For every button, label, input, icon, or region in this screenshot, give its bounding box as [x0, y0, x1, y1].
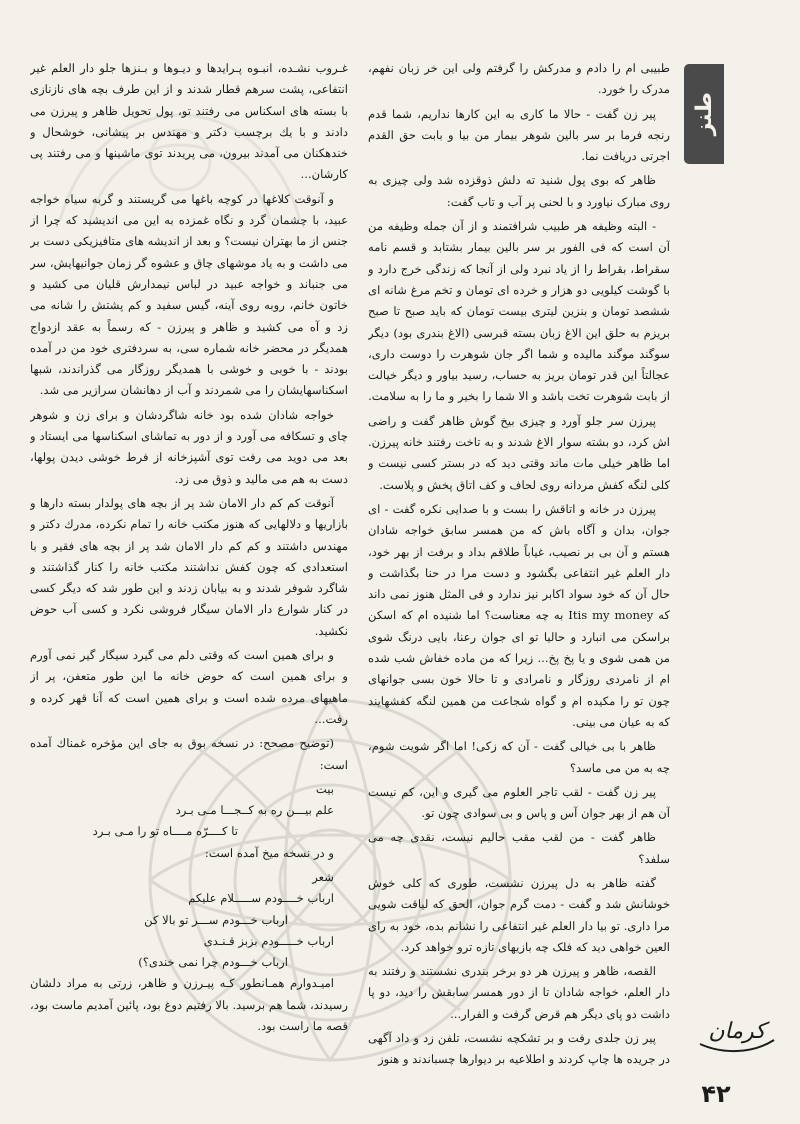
paragraph: طبیبی ام را دادم و مدرکش را گرفتم ولی این خر زبان نفهم، مدرک را خورد.: [368, 61, 670, 97]
paragraph: و آنوقت کلاغها در کوچه باغها می گریستند و گربه سیاه خواجه عبید، با چشمان گرد و نگاه غمزده به این می اندیشید که چرا از جنس از ما بهتران نیست؟ و بعد از اندیشه های متافیزیکی دست بر می داشت و به یاد موشهای چاق و عشوه گر زمان جوانیهایش، سر می جنباند و خواجه عبید در لباس نیمدارش قلیان می کشید و خاتون خانم، روبه روی آینه، گیس سفید و کم پشتش را شانه می زد و آه می کشید و ظاهر و پیرزن - که رسماً به عقد ازدواج همدیگر در محضر خانه شماره سی، به سردفتری خود من در آمده بودند - با خوبی و خوشی با همدیگر روزگار می گذراندند، شبها اسکناسهایشان را می شمردند و آب از دهانشان سرازیر می شد.: [30, 191, 348, 398]
paragraph: خواجه شادان شده بود خانه شاگردشان و برای زن و شوهر چای و تسکافه می آورد و از دور به تماشای اسکناسها می ایستاد و بعد می دوید می رفت توی آشپزخانه از فرط خوشی دیدن پولها، دست به هم می مالید و ذوق می زد.: [30, 407, 348, 486]
right-text-column: [368, 58, 670, 1078]
paragraph: ظاهر با بی خیالی گفت - آن که زکی! اما اگر شویت شوم، چه به من می ماسد؟: [368, 739, 670, 775]
paragraph: ظاهر گفت - من لقب مقب حالیم نیست، نقدی چه می سلفد؟: [368, 830, 670, 866]
paragraph: پیر زن گفت - لقب تاجر العلوم می گیری و این، کم نیست آن هم از بهر جوان آس و پاس و بی سوادی چون تو.: [368, 784, 670, 821]
paragraph: پیر زن جلدی رفت و بر تشکچه نشست، تلفن زد و داد آگهی در جریده ها چاپ کردند و اطلاعیه بر دیوارها چسباندند و هنوز: [368, 1031, 670, 1067]
poem-line: علم بیـــن ره به کــجـــا مـی بـرد: [175, 803, 334, 818]
poem-block-1: [30, 779, 348, 843]
logo-text: کرمان: [708, 1019, 766, 1044]
page-number: ۴۲: [701, 1080, 731, 1108]
paragraph: امیـدوارم همـانطور کـه پیـرزن و ظاهر، زرتی به مراد دلشان رسیدند، شما هم برسید. بالا رفتیم دوغ بود، پائین آمدیم ماست بود، قصه ما راست بود.: [30, 976, 348, 1034]
paragraph: غـروب نشـده، انبـوه پـرایدها و دیـوها و بـنزها جلو دار العلم غیر انتفاعی، پشت سرهم قطار شدند و از این طرف بچه های نازنازی با بسته های اسکناس می رفتند تو، پول تحویل ظاهر و پیرزن می دادند و با یك برچسب دکتر و مهندس بر پیشانی، خوشحال و خندهکنان می آمدند بیرون، می پریدند توی ماشینها و می رفتند پی کارشان...: [30, 61, 348, 182]
paragraph: القصه، ظاهر و پیرزن هر دو برخر بندری نشستند و رفتند به دار العلم، خواجه شادان تا از دور همسر سابقش را دید، دو پا داشت دو پای دیگر هم قرض گرفت و الفرار...: [368, 964, 670, 1021]
poem-line: ارباب خــــودم ســـــلام علیکم: [188, 891, 334, 906]
paragraph: گفته ظاهر به دل پیرزن نشست، طوری که کلی خوش خوشانش شد و گفت - دمت گرم جوان، الحق که لیاقت شویی مرا داری. تو بیا دار العلم غیر انتفاعی را نشانم بده، خود به رای العین خواهی دید که فلک چه بازیهای تازه ترو خواهد کرد.: [368, 875, 670, 954]
paragraph: (توضیح مصحح: در نسخه بوق به جای این مؤخره غمناك آمده است:: [30, 736, 348, 772]
poem-label: بیت: [315, 781, 334, 796]
paragraph: - البته وظیفه هر طبیب شرافتمند و از آن جمله وظیفه من آن است که فی الفور بر سر بالین بیمار بشتابد و قسم نامه سقراط، بقراط را از یاد نبرد ولی از آنجا که زندگی خرج دارد و با گوشت کیلویی دو هزار و خرده ای تومان و تخم مرغ شانه ای ششصد تومان و بنزین لیتری بیست تومان که باید صبح تا صبح بریزم به حلق این الاغ زبان بسته قبرسی (الاغ بندری بود) دیگر سوگند موگند مالیده و شما اگر جان شوهرت را دوست داری، عجالتاً این قدر تومان بریز به حساب، رسید بیاور و دیگر خیالت از بابت شوهرت تخت باشد و الا شما را بخیر و ما را به سلامت.: [368, 219, 670, 404]
paragraph: پیرزن در خانه و اتاقش را بست و با صدایی نکره گفت - ای جوان، بدان و آگاه باش که من همسر سابق خواجه شادان هستم و آن بی بر نصیب، غیاباً طلاقم بداد و برفت از بهر خود، دار العلم غیر انتفاعی بگشود و دست مرا در حنا بگذاشت و حال آن که خود سواد اکابر نیز ندارد و فی المثل هنوز نمی داند که Itis my money به چه معناست؟ اما شنیده ام که اسکن براسکن می انبارد و حالیا تو ای جوان رعنا، بایی درنگ شوی من همی شوی و یا پخ پخ... زیرا که من ماده خفاش شب شده ام از نامردی روزگار و نامرادی و تا حالا خون بسی جوانهای چون تو را مکیده ام و گواه شجاعت من همین لنگه کفشهایند که به عیان می بینی.: [368, 501, 670, 729]
poem-line: تا کــــرّه مــــاه تو را مـی بـرد: [92, 824, 238, 839]
section-tab-label: طنز: [691, 92, 717, 136]
poem-line: ارباب خـــودم چرا نمی خندی؟): [138, 955, 288, 970]
paragraph: و برای همین است که وقتی دلم می گیرد سیگار گیر نمی آورم و برای همین است که حوض خانه ما این طور متعفن، پر از ماهیهای مرده شده است و برای همین است که آنا قهر کرده و رفت...: [30, 648, 348, 726]
paragraph: پیر زن گفت - حالا ما کاری به این کارها نداریم، شما قدم رنجه فرما بر سر بالین شوهر بیمار من بیا و بابت حق القدم اجرتی دریافت نما.: [368, 106, 670, 164]
poem-block-2: [30, 867, 348, 973]
paragraph: پیرزن سر جلو آورد و چیزی بیخ گوش ظاهر گفت و راضی اش کرد، دو بشته سوار الاغ شدند و به تاخت رفتند خانه پیرزن. اما ظاهر خیلی مات ماند وقتی دید که در بستر کسی نیست و کلی لنگه کفش مردانه روی لحاف و کف اتاق پخش و پلاست.: [368, 413, 670, 492]
poem-label: شعر: [312, 869, 334, 884]
paragraph: ظاهر که بوی پول شنید ته دلش ذوقزده شد ولی چیزی به روی مبارک نیاورد و با لحنی پر آب و تاب گفت:: [368, 173, 670, 209]
poem-line: ارباب خـــــودم بزبز قـنـدی: [203, 933, 334, 948]
magazine-logo: [692, 1000, 782, 1060]
page-sidebar: [684, 0, 800, 1124]
poem-line: ارباب خـــودم ســـر تو بالا کن: [144, 912, 288, 927]
paragraph: آنوقت کم کم دار الامان شد پر از بچه های پولدار بسته دارها و بازاریها و دلالهایی که هنوز مکتب خانه را تمام نکرده، مدرك دکتر و مهندس داشتند و کم کم دار الامان شد پر از بچه های فقیر و با استعدادی که چون کفش نداشتند مکتب خانه را کنار گذاشتند و شاگرد شوفر شدند و به بیابان زدند و این طور شد که دیگر کسی در کنار شوارع دار الامان سیگار فروشی نکرد و کسی آب حوض نکشید.: [30, 495, 348, 638]
section-tab: [684, 64, 724, 164]
left-text-column: [30, 58, 348, 1098]
paragraph: و در نسخه میخ آمده است:: [204, 845, 334, 860]
